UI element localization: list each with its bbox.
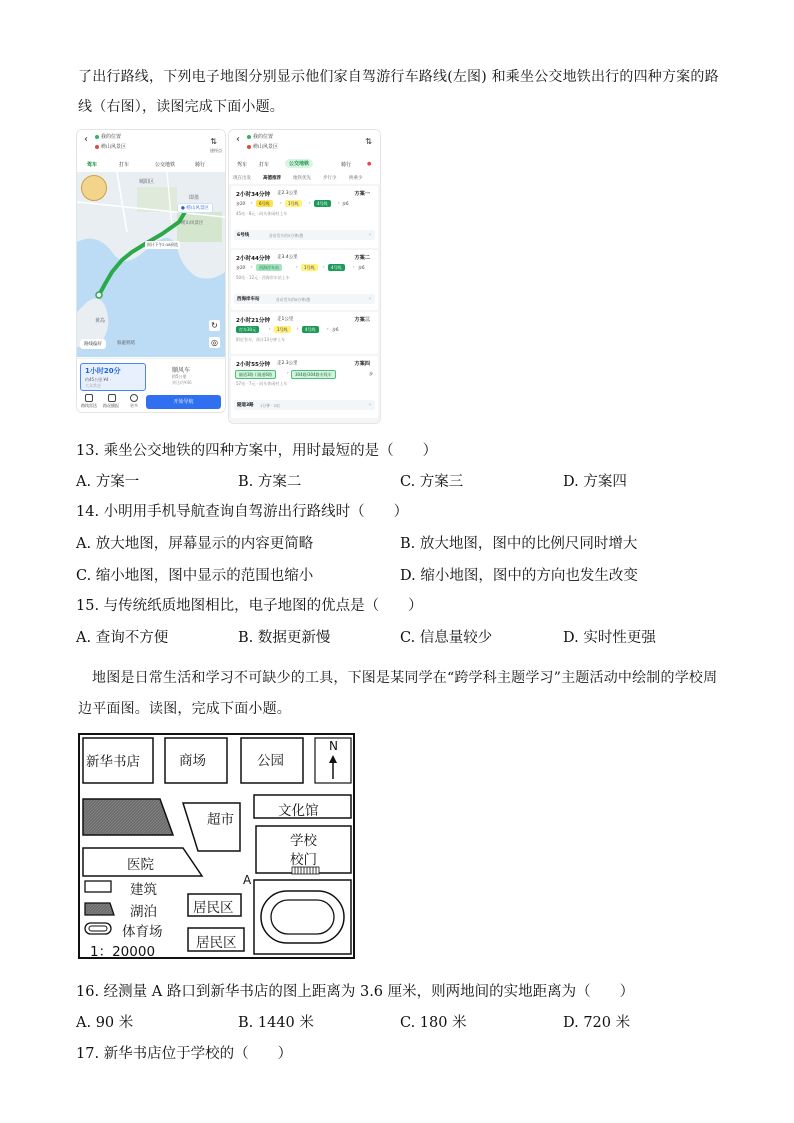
avoid-jam-toggle[interactable]: 躲避拥堵 bbox=[117, 341, 135, 346]
map-label-jimo: 即墨 bbox=[189, 195, 200, 201]
destination-text[interactable]: 崂山风景区 bbox=[253, 144, 279, 150]
q14-option-c[interactable]: C. 缩小地图，图中显示的范围也缩小 bbox=[76, 568, 314, 584]
carpool-option[interactable]: 顺风车 bbox=[172, 367, 191, 374]
traffic-report-icon[interactable] bbox=[108, 394, 116, 402]
q13-option-d[interactable]: D. 方案四 bbox=[563, 474, 627, 490]
origin-text[interactable]: 我的位置 bbox=[253, 134, 274, 140]
legend-building-label: 建筑 bbox=[130, 882, 157, 898]
plan-desc: 附近有车，预计13分钟上车 bbox=[236, 337, 286, 342]
plan-list bbox=[229, 184, 380, 423]
q14-option-a[interactable]: A. 放大地图，屏幕显示的内容更简略 bbox=[76, 536, 314, 552]
eta-bubble: 预计下午2:18到达 bbox=[147, 242, 179, 247]
tab-bike[interactable]: 骑行 bbox=[341, 162, 352, 168]
walk-segment: 步6 bbox=[342, 201, 349, 206]
arrow-right-icon: › bbox=[297, 326, 299, 331]
line-segment: 304路/304路专线车 bbox=[291, 370, 336, 379]
plan-time: 2小时44分钟 bbox=[236, 256, 271, 262]
tab-taxi[interactable]: 打车 bbox=[259, 162, 270, 168]
q13-option-b[interactable]: B. 方案二 bbox=[238, 474, 302, 490]
arrow-right-icon: › bbox=[280, 200, 282, 205]
residential-label-2: 居民区 bbox=[196, 935, 237, 951]
tab-bike[interactable]: 骑行 bbox=[195, 162, 206, 168]
plan-desc: 50站 · 12元 · 西海岸车站上车 bbox=[236, 275, 290, 280]
plan-walk: 走1公里 bbox=[277, 317, 294, 322]
plan-name: 方案四 bbox=[354, 361, 370, 367]
plan-time: 2小时21分钟 bbox=[236, 318, 271, 324]
route-distance: 约45公里 ¥4 · bbox=[85, 377, 111, 382]
route-header bbox=[229, 130, 380, 160]
driving-route-screenshot bbox=[76, 129, 226, 413]
question-13-stem: 13. 乘坐公交地铁的四种方案中，用时最短的是（ ） bbox=[76, 443, 438, 459]
map-label-laoshan: 崂山风景区 bbox=[181, 221, 204, 226]
residential-label-1: 居民区 bbox=[193, 900, 234, 916]
question-17-stem: 17. 新华书店位于学校的（ ） bbox=[76, 1046, 293, 1062]
destination-chip: ● 崂山风景区 bbox=[177, 203, 213, 213]
plan-walk: 走2.3公里 bbox=[277, 191, 298, 196]
arrow-right-icon: › bbox=[269, 326, 271, 331]
route-tag: 大众常走 bbox=[85, 383, 101, 388]
line-segment: 1号线 bbox=[301, 264, 318, 271]
tab-transit[interactable]: 公交地铁 bbox=[285, 159, 313, 168]
plan-name: 方案一 bbox=[354, 191, 370, 197]
radar-icon[interactable] bbox=[85, 394, 93, 402]
tab-transit[interactable]: 公交地铁 bbox=[155, 162, 176, 168]
origin-text[interactable]: 我的位置 bbox=[101, 134, 122, 140]
filter-depart-now[interactable]: 现在出发 bbox=[233, 176, 251, 181]
q15-option-a[interactable]: A. 查询不方便 bbox=[76, 630, 169, 646]
map-label-chengyang: 城阳区 bbox=[139, 179, 155, 185]
school-label: 学校 bbox=[290, 833, 317, 849]
question-15-stem: 15. 与传统纸质地图相比，电子地图的优点是（ ） bbox=[76, 598, 423, 614]
walk-segment: 步 bbox=[369, 371, 373, 376]
filter-less-transfer[interactable]: 换乘少 bbox=[349, 176, 363, 181]
culture-hall-label: 文化馆 bbox=[278, 803, 319, 819]
transit-plans-screenshot bbox=[228, 129, 381, 424]
start-navigation-button[interactable]: 开始导航 bbox=[146, 395, 221, 409]
walk-segment: 步20 bbox=[236, 265, 246, 270]
taxi-segment: 打车30元 bbox=[236, 326, 259, 333]
transport-tabs bbox=[77, 158, 225, 172]
bottom-tools bbox=[80, 393, 144, 411]
tab-taxi[interactable]: 打车 bbox=[119, 162, 130, 168]
question-16-stem: 16. 经测量 A 路口到新华书店的图上距离为 3.6 厘米，则两地间的实地距离为（ ） bbox=[76, 984, 635, 1000]
tab-drive[interactable]: 驾车 bbox=[87, 162, 98, 168]
swap-icon[interactable]: ⇅ bbox=[365, 137, 372, 146]
line-segment: 1号线 bbox=[285, 200, 302, 207]
school-gate-label: 校门 bbox=[290, 852, 317, 868]
line-segment: 4号线 bbox=[314, 200, 331, 207]
map-label-huangdao: 黄岛 bbox=[95, 318, 106, 324]
legend-stadium-label: 体育场 bbox=[122, 924, 163, 940]
plan-desc: 57站 · 7元 · 码头休闲村上车 bbox=[236, 381, 288, 386]
arrow-right-icon: › bbox=[251, 200, 253, 205]
plan-station: 隧道3路 1分钟 · 2站 › bbox=[234, 400, 375, 410]
route-map[interactable] bbox=[77, 172, 225, 357]
route-radar-label[interactable]: 路线雷达 bbox=[81, 403, 97, 408]
destination-dot-icon bbox=[247, 145, 251, 149]
carpool-distance: 约5公里 bbox=[172, 374, 187, 379]
route-duration: 1小时20分 bbox=[85, 367, 121, 375]
destination-dot-icon bbox=[95, 145, 99, 149]
line-segment: 1号线 bbox=[274, 326, 291, 333]
plan-walk: 走2.3公里 bbox=[277, 361, 298, 366]
filter-metro-first[interactable]: 地铁优先 bbox=[293, 176, 311, 181]
arrow-right-icon: › bbox=[327, 326, 329, 331]
route-header bbox=[77, 130, 225, 160]
plan-desc: 45站 · 8元 · 码头休闲村上车 bbox=[236, 211, 288, 216]
pin-icon: ● bbox=[367, 161, 372, 167]
more-icon[interactable] bbox=[130, 394, 138, 402]
carpool-price: 到达约¥46 bbox=[172, 380, 192, 385]
walk-segment: 步6 bbox=[332, 327, 339, 332]
q16-option-a[interactable]: A. 90 米 bbox=[76, 1015, 134, 1031]
park-label: 公园 bbox=[257, 753, 284, 769]
filter-less-walk[interactable]: 步行少 bbox=[323, 176, 337, 181]
swap-icon[interactable]: ⇅ bbox=[210, 137, 217, 146]
arrow-right-icon: › bbox=[323, 264, 325, 269]
mascot-avatar bbox=[81, 175, 107, 201]
origin-dot-icon bbox=[247, 135, 251, 139]
chevron-left-icon[interactable]: ‹ bbox=[236, 134, 240, 145]
destination-text[interactable]: 崂山风景区 bbox=[101, 144, 127, 150]
walk-segment: 步20 bbox=[236, 201, 246, 206]
traffic-report-label[interactable]: 路况播报 bbox=[103, 403, 119, 408]
line-segment: 隧道3路 / 隧道6路 bbox=[235, 370, 276, 379]
tab-drive[interactable]: 驾车 bbox=[237, 162, 248, 168]
pin-icon: ● bbox=[181, 206, 185, 211]
line-segment: 6号线 bbox=[256, 200, 273, 207]
chevron-right-icon[interactable]: › bbox=[369, 402, 371, 408]
plan-walk: 走3.4公里 bbox=[277, 255, 298, 260]
plan-name: 方案二 bbox=[354, 255, 370, 261]
q15-option-d[interactable]: D. 实时性更强 bbox=[563, 630, 656, 646]
walk-segment: 步6 bbox=[358, 265, 365, 270]
plan-time: 2小时55分钟 bbox=[236, 362, 271, 368]
more-label[interactable]: 更多 bbox=[130, 403, 138, 408]
chevron-right-icon[interactable]: › bbox=[369, 232, 371, 238]
q14-option-d[interactable]: D. 缩小地图，图中的方向也发生改变 bbox=[400, 568, 638, 584]
legend-lake-label: 湖泊 bbox=[130, 904, 157, 920]
q14-option-b[interactable]: B. 放大地图，图中的比例尺同时增大 bbox=[400, 536, 638, 552]
line-segment: 西海岸车站 bbox=[256, 264, 282, 271]
plan-card-4[interactable] bbox=[231, 356, 378, 418]
arrow-right-icon: › bbox=[251, 264, 253, 269]
q15-option-b[interactable]: B. 数据更新慢 bbox=[238, 630, 331, 646]
refresh-icon[interactable]: ↻ bbox=[209, 320, 220, 331]
origin-dot-icon bbox=[95, 135, 99, 139]
supermarket-label: 超市 bbox=[207, 812, 234, 828]
plan-station: 西海岸车站 首站发车约8分钟/趟 › bbox=[234, 294, 375, 304]
arrow-right-icon: › bbox=[353, 264, 355, 269]
hospital-label: 医院 bbox=[127, 857, 154, 873]
north-label: N bbox=[329, 739, 338, 753]
q16-option-d[interactable]: D. 720 米 bbox=[563, 1015, 631, 1031]
chevron-left-icon[interactable]: ‹ bbox=[84, 134, 88, 145]
line-segment: 4号线 bbox=[328, 264, 345, 271]
route-summary-card bbox=[77, 358, 225, 413]
school-surroundings-map bbox=[78, 733, 355, 959]
plan-card-2[interactable] bbox=[231, 250, 378, 310]
intro-line-2: 线（右图），读图完成下面小题。 bbox=[78, 99, 284, 115]
plan-filters bbox=[229, 172, 380, 184]
scale-label: 1：20000 bbox=[90, 944, 156, 960]
plan-name: 方案三 bbox=[354, 317, 370, 323]
plan-card-1[interactable] bbox=[231, 186, 378, 248]
xinhua-bookstore-label: 新华书店 bbox=[86, 754, 140, 770]
q16-option-c[interactable]: C. 180 米 bbox=[400, 1015, 467, 1031]
point-a-label: A bbox=[243, 873, 252, 887]
chevron-right-icon[interactable]: › bbox=[369, 296, 371, 302]
via-point-button[interactable]: 途经点 bbox=[210, 148, 222, 153]
q13-option-c[interactable]: C. 方案三 bbox=[400, 474, 464, 490]
arrow-right-icon: › bbox=[309, 200, 311, 205]
transport-tabs bbox=[229, 158, 380, 172]
plan-card-3[interactable] bbox=[231, 312, 378, 354]
question-14-stem: 14. 小明用手机导航查询自驾游出行路线时（ ） bbox=[76, 504, 409, 520]
intro2-line-1: 地图是日常生活和学习不可缺少的工具，下图是某同学在“跨学科主题学习”主题活动中绘制的学校周 bbox=[92, 670, 718, 686]
mall-label: 商场 bbox=[179, 753, 206, 769]
q16-option-b[interactable]: B. 1440 米 bbox=[238, 1015, 314, 1031]
q13-option-a[interactable]: A. 方案一 bbox=[76, 474, 140, 490]
arrow-right-icon: › bbox=[338, 200, 340, 205]
filter-recommended[interactable]: 高德推荐 bbox=[263, 176, 281, 181]
plan-station: 6号线 首站发车约5分钟/趟 › bbox=[234, 230, 375, 240]
plan-time: 2小时34分钟 bbox=[236, 192, 271, 198]
arrow-right-icon: › bbox=[296, 264, 298, 269]
arrow-right-icon: › bbox=[287, 370, 289, 375]
q15-option-c[interactable]: C. 信息量较少 bbox=[400, 630, 493, 646]
selected-route-option[interactable] bbox=[80, 363, 146, 391]
locate-icon[interactable]: ◎ bbox=[209, 337, 220, 348]
route-preference-button[interactable]: 路线偏好 bbox=[80, 339, 106, 349]
intro2-line-2: 边平面图。读图，完成下面小题。 bbox=[78, 701, 291, 717]
intro-line-1: 了出行路线，下列电子地图分别显示他们家自驾游行车路线(左图) 和乘坐公交地铁出行的四种方案的路 bbox=[78, 69, 719, 85]
line-segment: 4号线 bbox=[302, 326, 319, 333]
